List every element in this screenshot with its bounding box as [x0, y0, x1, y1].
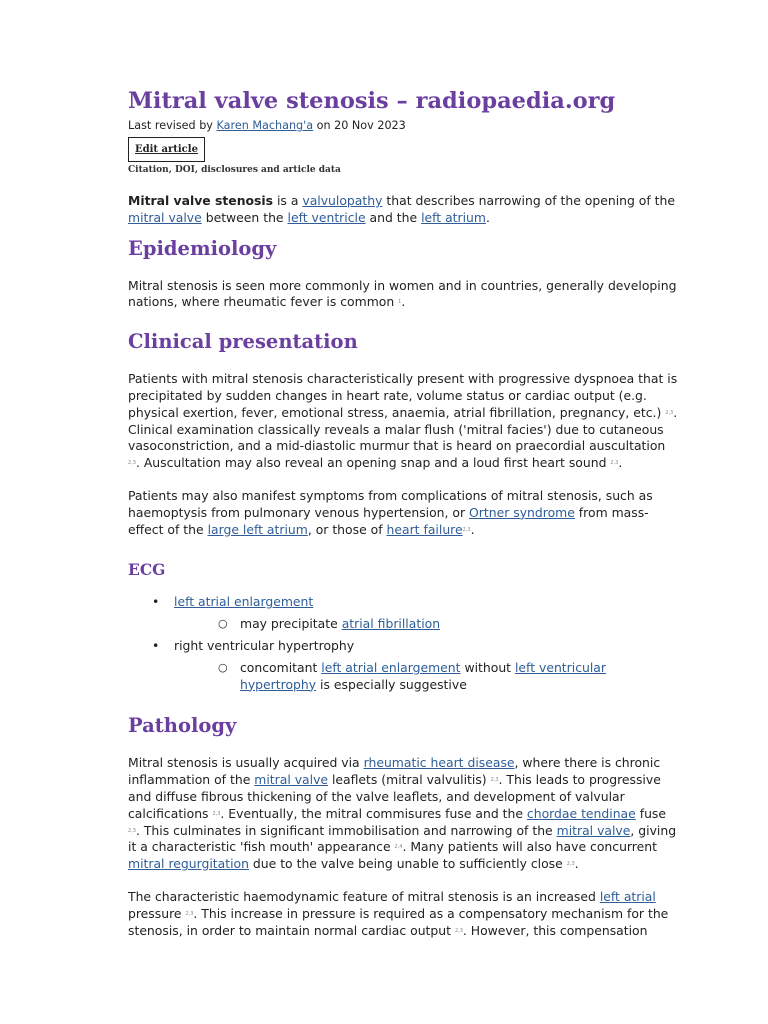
clinical-text: .	[470, 521, 475, 537]
pathology-text: leaflets (mitral valvulitis)	[328, 772, 491, 788]
bullet-circle-icon: ○	[218, 617, 228, 631]
reference-marker[interactable]: 2,3	[566, 861, 575, 868]
link-left-atrial[interactable]: left atrial	[599, 888, 656, 904]
author-link[interactable]: Karen Machang'a	[216, 119, 314, 132]
list-item	[128, 638, 680, 655]
clinical-paragraph-1	[128, 371, 680, 472]
intro-text: is a	[273, 193, 303, 208]
list-item-text: is especially suggestive	[316, 676, 467, 692]
link-left-atrial-enlargement[interactable]: left atrial enlargement	[321, 659, 461, 675]
pathology-paragraph-1	[128, 755, 680, 873]
reference-marker[interactable]: 2,3	[610, 460, 619, 467]
epidemiology-text: .	[401, 294, 406, 310]
bullet-disc-icon: •	[152, 637, 160, 653]
link-large-left-atrium[interactable]: large left atrium	[207, 521, 308, 537]
list-item	[128, 594, 680, 611]
pathology-text: Mitral stenosis is usually acquired via	[128, 755, 364, 771]
clinical-text: Patients with mitral stenosis characteristically present with progressive dyspnoea that is precipitated by sudden changes in heart rate, volume status or cardiac output (e.g. physical exertion, fever, emotional stress, anaemia, atrial fibrillation, pregnancy, etc.)	[128, 371, 678, 420]
pathology-text: . This increase in pressure is required as a compensatory mechanism for the stenosis, in order to maintain normal cardiac output	[128, 905, 669, 938]
pathology-text: . Many patients will also have concurrent	[402, 839, 657, 855]
revision-date: on 20 Nov 2023	[313, 119, 406, 132]
link-mitral-valve[interactable]: mitral valve	[556, 822, 631, 838]
heading-clinical-presentation: Clinical presentation	[128, 330, 358, 354]
revision-info	[128, 118, 680, 134]
reference-marker[interactable]: 2,3	[212, 810, 221, 817]
heading-pathology: Pathology	[128, 714, 237, 738]
pathology-text: , giving it a characteristic 'fish mouth' appearance	[128, 822, 677, 855]
link-mitral-valve[interactable]: mitral valve	[128, 209, 202, 225]
list-item-text: concomitant	[240, 659, 322, 675]
pathology-text: . Eventually, the mitral commisures fuse and the	[220, 805, 527, 821]
list-item-text: without	[460, 659, 515, 675]
edit-article-button[interactable]: Edit article	[128, 137, 205, 162]
link-chordae-tendinae[interactable]: chordae tendinae	[526, 805, 636, 821]
link-left-ventricular-hypertrophy[interactable]: left ventricular hypertrophy	[240, 659, 606, 692]
reference-marker[interactable]: 2,3	[665, 409, 674, 416]
reference-marker[interactable]: 2,3	[462, 526, 471, 533]
clinical-text: . Auscultation may also reveal an opening snap and a loud first heart sound	[135, 455, 611, 471]
clinical-text: . Clinical examination classically reveals a malar flush ('mitral facies') due to cutaneous vasoconstriction, and a mid-diastolic murmur that is heard on praecordial auscultation	[128, 404, 678, 454]
pathology-text: . This leads to progressive and diffuse fibrous thickening of the valve leaflets, and development of valvular calcifications	[128, 772, 661, 821]
link-atrial-fibrillation[interactable]: atrial fibrillation	[341, 616, 441, 632]
clinical-paragraph-2	[128, 488, 680, 538]
list-item	[128, 616, 680, 633]
clinical-text: from mass-effect of the	[128, 504, 649, 537]
pathology-text: . However, this compensation	[462, 922, 648, 938]
pathology-text: The characteristic haemodynamic feature of mitral stenosis is an increased	[128, 888, 600, 904]
article-content	[128, 86, 680, 939]
reference-marker[interactable]: 1	[398, 299, 402, 306]
link-left-ventricle[interactable]: left ventricle	[287, 209, 366, 225]
reference-marker[interactable]: 2,3	[128, 460, 136, 467]
pathology-text: pressure	[128, 905, 186, 921]
epidemiology-paragraph	[128, 278, 680, 312]
link-left-atrium[interactable]: left atrium	[421, 209, 486, 225]
link-mitral-valve[interactable]: mitral valve	[254, 772, 329, 788]
pathology-text: . This culminates in significant immobilisation and narrowing of the	[135, 822, 557, 838]
page-title: Mitral valve stenosis – radiopaedia.org	[128, 88, 616, 114]
link-left-atrial-enlargement[interactable]: left atrial enlargement	[174, 594, 314, 610]
link-valvulopathy[interactable]: valvulopathy	[302, 193, 383, 208]
reference-marker[interactable]: 2,3	[454, 927, 463, 934]
link-heart-failure[interactable]: heart failure	[386, 521, 463, 537]
intro-text: that describes narrowing of the opening of the	[382, 193, 676, 208]
ecg-list	[128, 594, 680, 693]
list-item	[128, 660, 680, 694]
clinical-text: , or those of	[307, 521, 387, 537]
intro-text: .	[485, 209, 490, 225]
bullet-circle-icon: ○	[218, 660, 228, 674]
reference-marker[interactable]: 2,3	[185, 910, 194, 917]
intro-text: and the	[365, 209, 422, 225]
list-item-text: right ventricular hypertrophy	[174, 637, 355, 653]
clinical-text: .	[618, 455, 623, 471]
reference-marker[interactable]: 2,3	[128, 827, 136, 834]
intro-paragraph	[128, 193, 680, 227]
heading-epidemiology: Epidemiology	[128, 236, 277, 260]
revision-prefix: Last revised by	[128, 119, 217, 132]
pathology-text: due to the valve being unable to sufficiently close	[248, 856, 567, 872]
pathology-text: , where there is chronic inflammation of the	[128, 755, 661, 788]
intro-bold-term: Mitral valve stenosis	[128, 193, 274, 208]
link-ortner-syndrome[interactable]: Ortner syndrome	[469, 504, 575, 520]
epidemiology-text: Mitral stenosis is seen more commonly in women and in countries, generally developing nations, where rheumatic fever is common	[128, 277, 677, 310]
reference-marker[interactable]: 2,3	[490, 777, 499, 784]
reference-marker[interactable]: 2,4	[394, 844, 403, 851]
bullet-disc-icon: •	[152, 594, 160, 610]
pathology-text: fuse	[635, 805, 667, 821]
clinical-text: Patients may also manifest symptoms from complications of mitral stenosis, such as haemoptysis from pulmonary venous hypertension, or	[128, 487, 653, 520]
link-mitral-regurgitation[interactable]: mitral regurgitation	[128, 856, 249, 872]
intro-text: between the	[201, 209, 288, 225]
link-rheumatic-heart-disease[interactable]: rheumatic heart disease	[363, 755, 515, 771]
citation-link[interactable]: Citation, DOI, disclosures and article data	[128, 165, 341, 175]
heading-ecg: ECG	[128, 560, 166, 580]
list-item-text: may precipitate	[240, 616, 342, 632]
pathology-paragraph-2	[128, 889, 680, 939]
pathology-text: .	[574, 856, 579, 872]
